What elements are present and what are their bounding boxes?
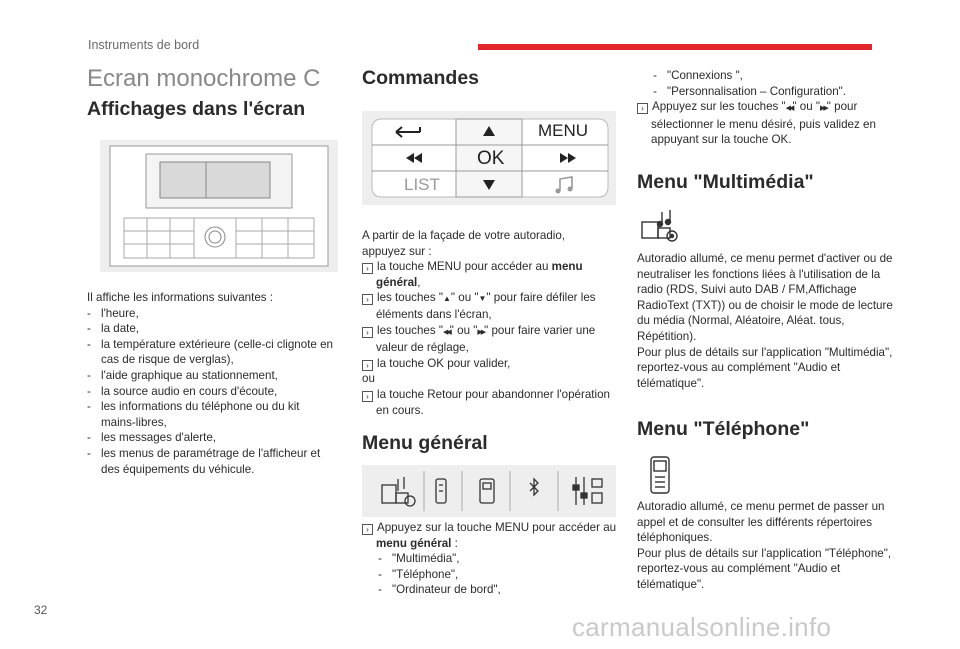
- phone-icon: [649, 455, 671, 495]
- multimedia-more: Pour plus de détails sur l'application "Multimédia", reportez-vous au complément "Audio et télématique".: [637, 345, 893, 390]
- checkbox-bullet-icon: ›: [362, 391, 373, 402]
- list-button-label: LIST: [404, 175, 440, 194]
- commandes-intro-1: A partir de la façade de votre autoradio,: [362, 229, 566, 242]
- section-header: Instruments de bord: [88, 38, 200, 52]
- checkbox-bullet-icon: ›: [362, 263, 373, 274]
- fast-forward-icon: ▶▶: [477, 328, 485, 336]
- section-title-menu-general: Menu général: [362, 432, 488, 454]
- header-accent-bar: [478, 44, 872, 50]
- section-title-multimedia: Menu "Multimédia": [637, 171, 814, 193]
- list-item: - la source audio en cours d'écoute,: [87, 384, 278, 398]
- list-item: - l'aide graphique au stationnement,: [87, 368, 278, 382]
- list-item: - les informations du téléphone ou du kit mains-libres,: [87, 400, 300, 429]
- list-item: - les menus de paramétrage de l'afficheur et des équipements du véhicule.: [87, 446, 321, 476]
- site-watermark: carmanualsonline.info: [572, 612, 832, 642]
- checkbox-bullet-icon: ›: [362, 524, 373, 535]
- section-title-affichages: Affichages dans l'écran: [87, 98, 306, 120]
- affichages-intro: Il affiche les informations suivantes :: [87, 291, 274, 304]
- menu-button-label: MENU: [538, 121, 589, 140]
- checkbox-bullet-icon: ›: [362, 360, 373, 371]
- section-title-commandes: Commandes: [362, 67, 480, 89]
- section-title-telephone: Menu "Téléphone": [637, 418, 810, 440]
- list-item: › la touche Retour pour abandonner l'opération en cours.: [362, 387, 617, 418]
- list-item: - "Multimédia",: [378, 552, 460, 566]
- multimedia-icon: [640, 208, 680, 242]
- down-arrow-icon: ▼: [478, 294, 487, 304]
- list-item: - "Connexions ",: [653, 69, 743, 82]
- commandes-intro-2: appuyez sur :: [362, 244, 432, 258]
- list-item: - la date,: [87, 322, 140, 336]
- ok-button-label: OK: [477, 148, 505, 169]
- checkbox-bullet-icon: ›: [362, 294, 373, 305]
- up-arrow-icon: ▲: [443, 294, 451, 304]
- list-item: - l'heure,: [87, 306, 139, 320]
- radio-controls-illustration: [362, 111, 616, 205]
- list-item: - la température extérieure (celle-ci clignote en cas de risque de verglas),: [87, 337, 333, 367]
- list-item: › la touche MENU pour accéder au menu général,: [362, 259, 617, 290]
- page-title: Ecran monochrome C: [87, 65, 321, 92]
- list-item: - "Téléphone",: [378, 567, 459, 581]
- rewind-icon: ◀◀: [443, 328, 450, 336]
- multimedia-description: Autoradio allumé, ce menu permet d'activer ou de neutraliser les fonctions liées à l'utilisation de la radio (RDS, Suivi auto DAB / FM,Affichage RadioText (TXT)) ou de choisir le mode de lecture du média (Normal, Aléatoire, Aléat. tous, Répétition).: [637, 252, 893, 343]
- list-item: - "Personnalisation – Configuration".: [653, 84, 847, 98]
- radio-display-illustration: [100, 140, 338, 272]
- fast-forward-icon: ▶▶: [820, 105, 827, 113]
- list-item: › Appuyez sur la touche MENU pour accéder au menu général :: [362, 520, 617, 551]
- list-item: › les touches "▲" ou "▼" pour faire défiler les éléments dans l'écran,: [362, 290, 617, 322]
- list-item: › la touche OK pour valider,: [362, 356, 617, 372]
- list-item: - "Ordinateur de bord",: [378, 583, 501, 597]
- rewind-icon: ◀◀: [785, 105, 793, 113]
- menu-general-icons: [362, 465, 616, 517]
- checkbox-bullet-icon: ›: [362, 327, 373, 338]
- telephone-description: Autoradio allumé, ce menu permet de passer un appel et de consulter les différents répertoires téléphoniques.: [637, 500, 885, 545]
- checkbox-bullet-icon: ›: [637, 103, 648, 114]
- telephone-more: Pour plus de détails sur l'application "Téléphone", reportez-vous au complément "Audio et télématique".: [637, 546, 892, 591]
- list-item: - les messages d'alerte,: [87, 431, 216, 445]
- page-number: 32: [34, 603, 48, 617]
- list-item: › les touches "◀◀" ou "▶▶" pour faire varier une valeur de réglage,: [362, 323, 617, 356]
- list-item: › Appuyez sur les touches "◀◀" ou "▶▶" pour sélectionner le menu désiré, puis validez en appuyant sur la touche OK.: [637, 99, 897, 148]
- commandes-or: ou: [362, 372, 375, 386]
